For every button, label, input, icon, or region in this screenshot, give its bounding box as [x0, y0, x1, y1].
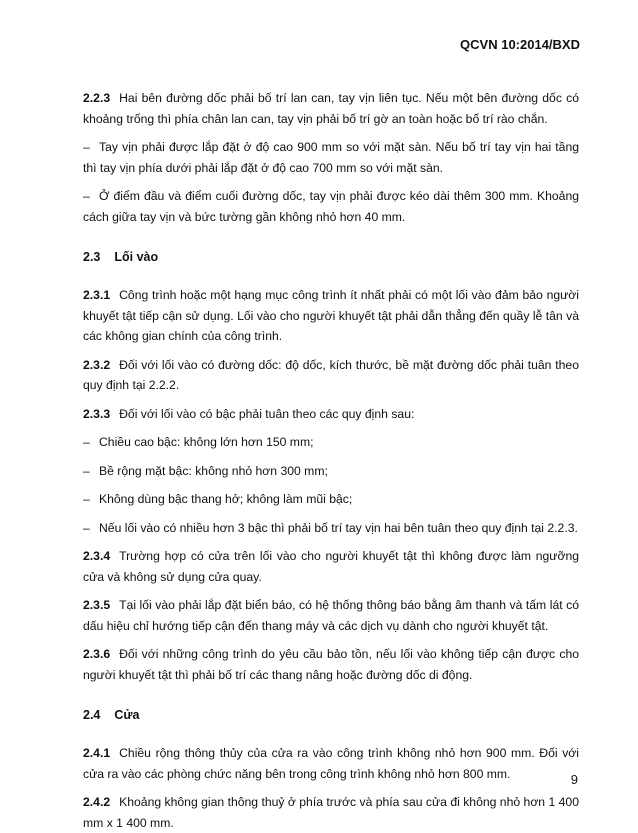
clause-2-3-3 — [83, 404, 579, 425]
section-title: Lối vào — [114, 250, 159, 264]
document-body — [83, 88, 579, 833]
clause-2-3-4 — [83, 546, 579, 587]
dash-text: Nếu lối vào có nhiều hơn 3 bậc thì phải bố trí tay vịn hai bên tuân theo quy định tại 2.2.3. — [99, 520, 578, 535]
clause-number: 2.4.2 — [83, 795, 111, 809]
clause-2-4-1 — [83, 743, 579, 784]
dash-bullet: – — [83, 140, 90, 154]
clause-number: 2.3.6 — [83, 647, 111, 661]
dash-bullet: – — [83, 435, 90, 449]
dash-text: Chiều cao bậc: không lớn hơn 150 mm; — [99, 435, 314, 449]
dash-text: Ở điểm đầu và điểm cuối đường dốc, tay vịn phải được kéo dài thêm 300 mm. Khoảng cách giữa tay vịn và bức tường gần không nhỏ hơn 40 mm. — [83, 189, 579, 224]
clause-number: 2.3.3 — [83, 406, 111, 421]
clause-2-2-3 — [83, 88, 579, 129]
clause-number: 2.3.1 — [83, 288, 111, 302]
dash-bullet: – — [83, 492, 90, 506]
section-heading-2-3 — [83, 247, 579, 267]
clause-2-3-6 — [83, 644, 579, 685]
clause-number: 2.3.4 — [83, 549, 111, 563]
section-number: 2.3 — [83, 250, 101, 264]
section-heading-2-4 — [83, 705, 579, 725]
dash-item — [83, 489, 579, 510]
section-title: Cửa — [114, 708, 140, 722]
clause-number: 2.3.5 — [83, 598, 111, 612]
dash-text: Bề rộng mặt bậc: không nhỏ hơn 300 mm; — [99, 463, 328, 478]
clause-text: Hai bên đường dốc phải bố trí lan can, tay vịn liên tục. Nếu một bên đường dốc có khoảng trống thì phía chân lan can, tay vịn phải bố trí gờ an toàn hoặc bố trí rào chắn. — [83, 91, 579, 126]
dash-item — [83, 518, 579, 539]
clause-text: Đối với những công trình do yêu cầu bảo tồn, nếu lối vào không tiếp cận được cho người khuyết tật thì phải bố trí các thang nâng hoặc đường dốc di động. — [83, 647, 579, 682]
dash-bullet: – — [83, 463, 90, 478]
dash-text: Tay vịn phải được lắp đặt ở độ cao 900 mm so với mặt sàn. Nếu bố trí tay vịn hai tầng thì tay vịn phía dưới phải lắp đặt ở độ cao 700 mm so với mặt sàn. — [83, 140, 579, 175]
dash-text: Không dùng bậc thang hở; không làm mũi bậc; — [99, 492, 353, 506]
dash-item — [83, 186, 579, 227]
clause-text: Trường hợp có cửa trên lối vào cho người khuyết tật thì không được làm ngưỡng cửa và không sử dụng cửa quay. — [83, 549, 579, 584]
clause-text: Tại lối vào phải lắp đặt biển báo, có hệ thống thông báo bằng âm thanh và tấm lát có dấu hiệu chỉ hướng tiếp cận đến thang máy và các dịch vụ dành cho người khuyết tật. — [83, 598, 579, 633]
dash-item — [83, 137, 579, 178]
dash-item — [83, 432, 579, 453]
clause-number: 2.2.3 — [83, 91, 111, 105]
clause-number: 2.3.2 — [83, 357, 111, 372]
clause-2-3-1 — [83, 285, 579, 347]
clause-text: Công trình hoặc một hạng mục công trình ít nhất phải có một lối vào đảm bảo người khuyết tật tiếp cận sử dụng. Lối vào cho người khuyết tật phải dẫn thẳng đến quầy lễ tân và các không gian chính của công trình. — [83, 288, 579, 343]
clause-text: Đối với lối vào có đường dốc: độ dốc, kích thước, bề mặt đường dốc phải tuân theo quy định tại 2.2.2. — [83, 357, 579, 392]
clause-text: Đối với lối vào có bậc phải tuân theo các quy định sau: — [119, 406, 415, 421]
section-number: 2.4 — [83, 708, 101, 722]
clause-text: Khoảng không gian thông thuỷ ở phía trước và phía sau cửa đi không nhỏ hơn 1 400 mm x 1 400 mm. — [83, 795, 579, 830]
dash-bullet: – — [83, 520, 90, 535]
clause-2-3-5 — [83, 595, 579, 636]
document-code-header: QCVN 10:2014/BXD — [460, 37, 580, 52]
dash-bullet: – — [83, 189, 90, 203]
clause-text: Chiều rộng thông thủy của cửa ra vào công trình không nhỏ hơn 900 mm. Đối với cửa ra vào các phòng chức năng bên trong công trình không nhỏ hơn 800 mm. — [83, 746, 579, 781]
clause-2-3-2 — [83, 355, 579, 396]
page-number: 9 — [570, 772, 578, 787]
clause-2-4-2 — [83, 792, 579, 833]
dash-item — [83, 461, 579, 482]
clause-number: 2.4.1 — [83, 746, 111, 760]
